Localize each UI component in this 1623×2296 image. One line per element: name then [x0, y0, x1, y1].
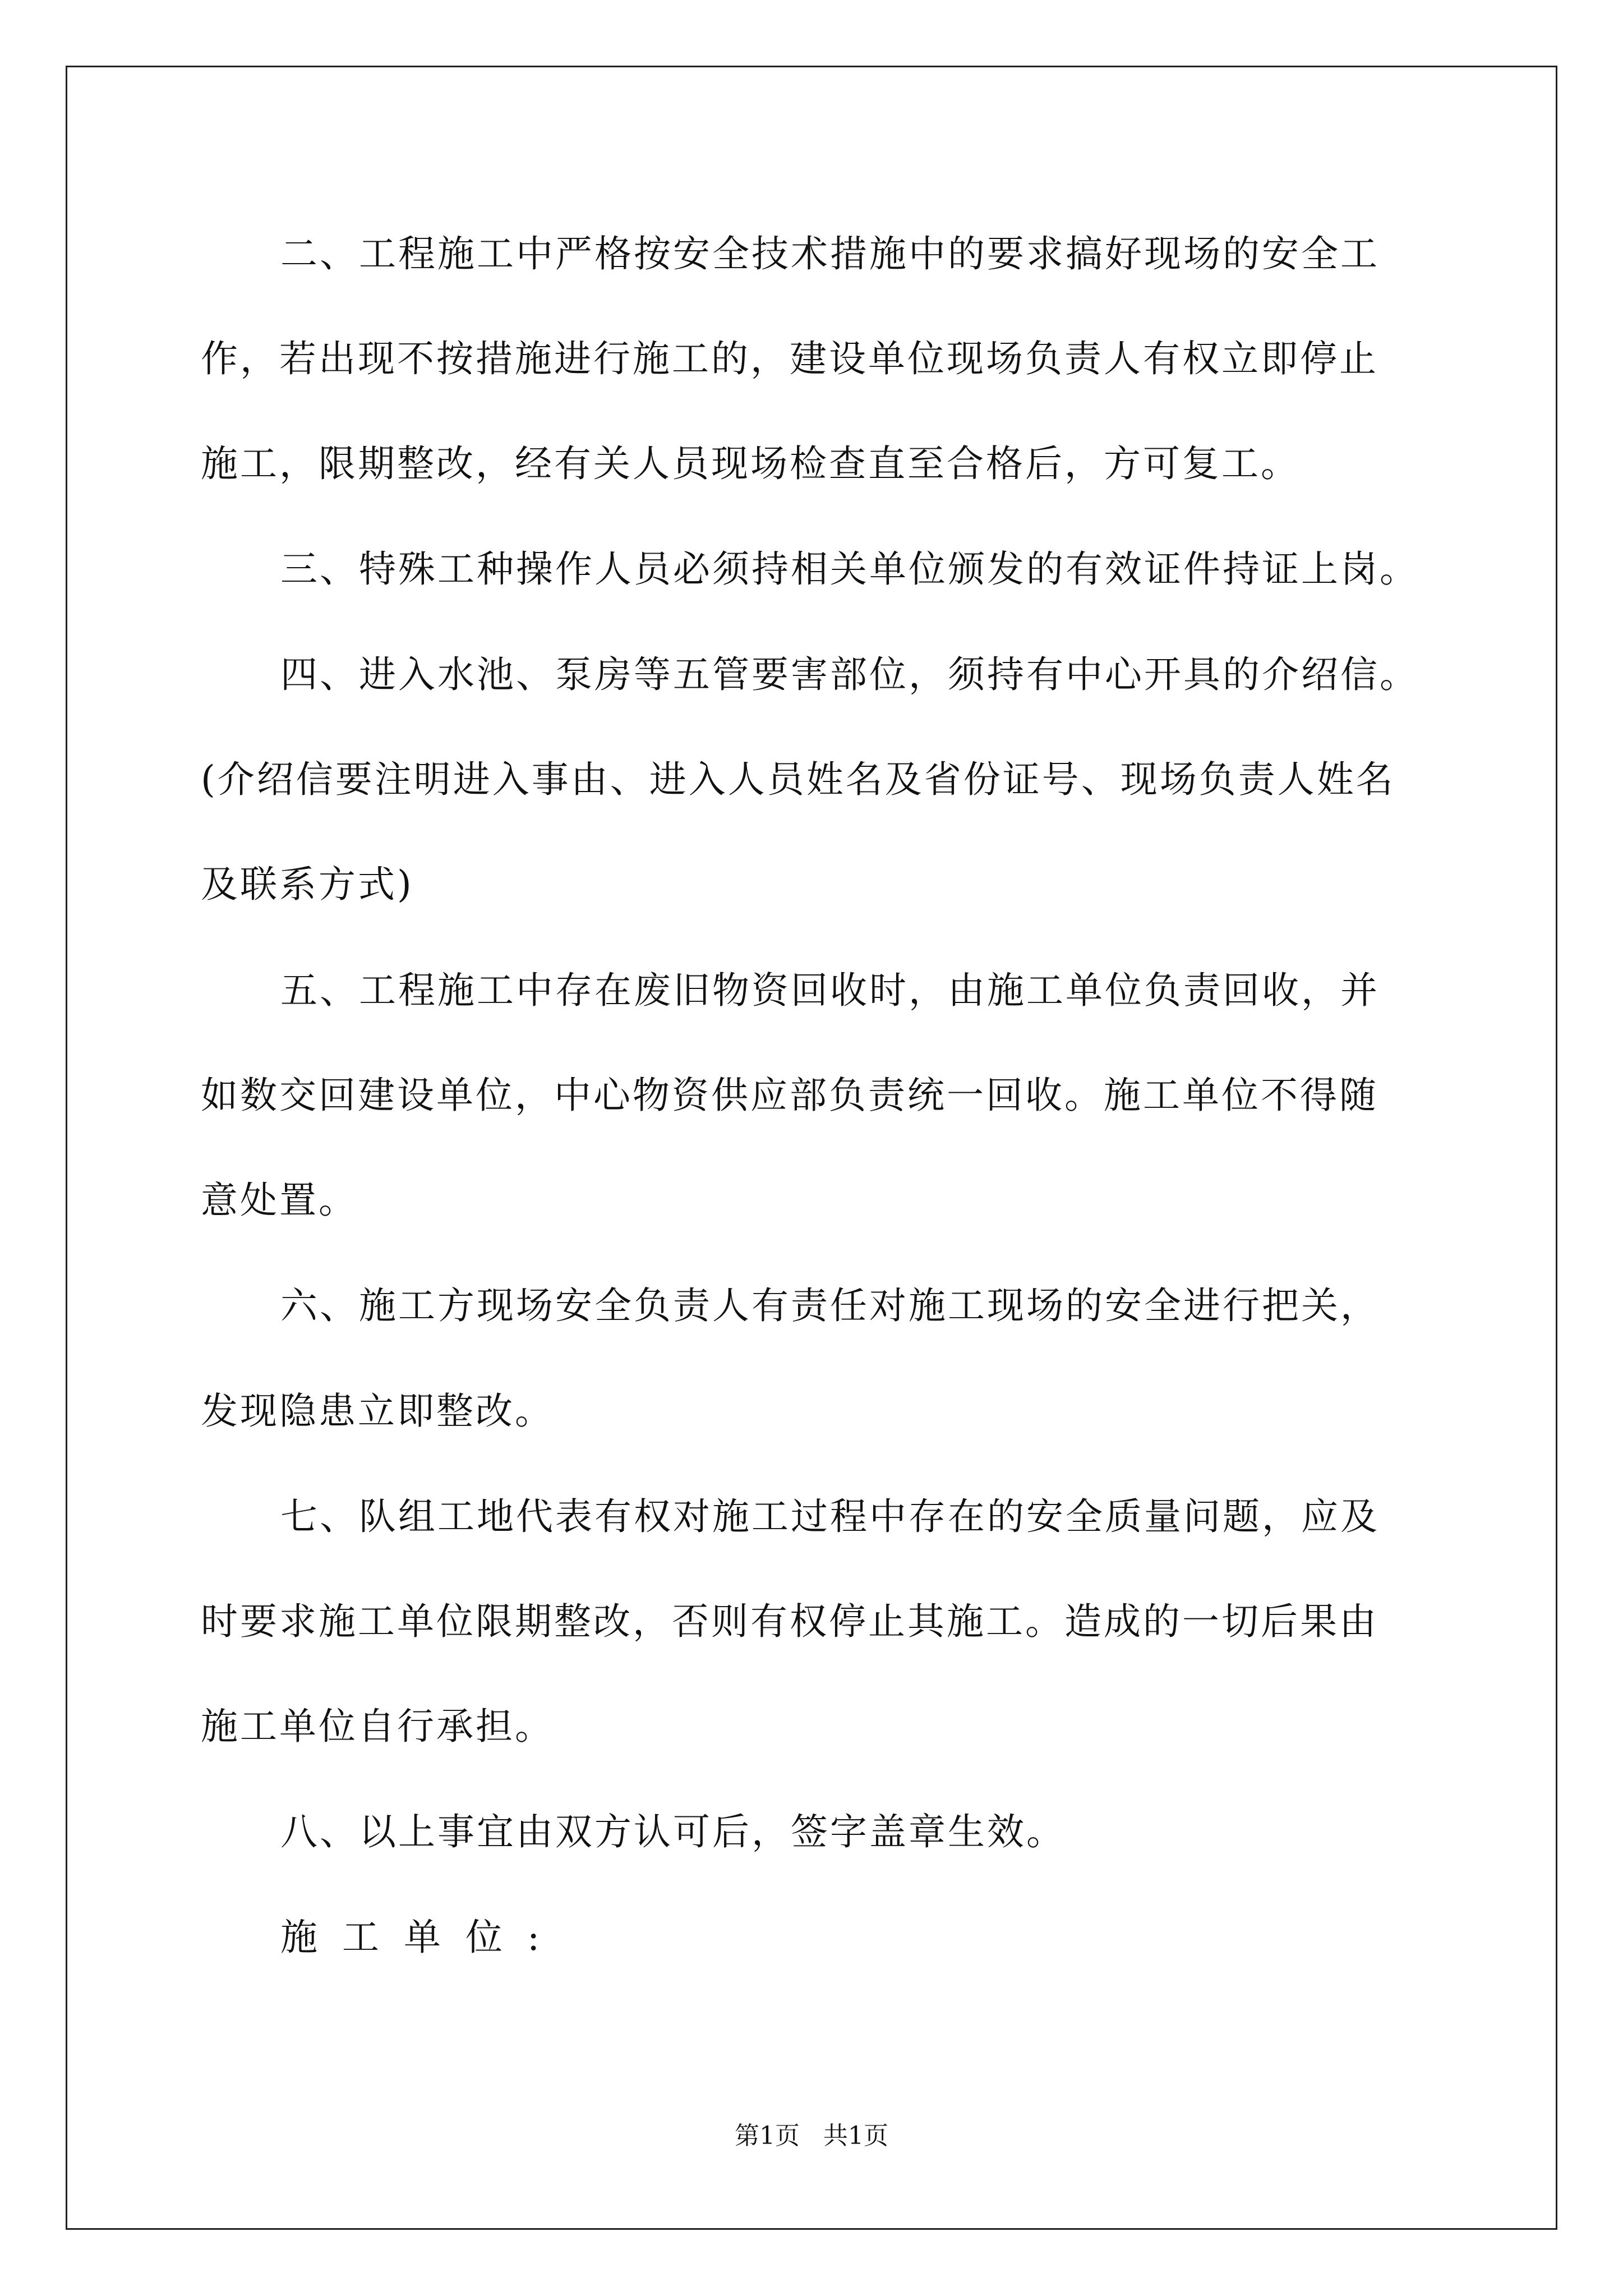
paragraph-7-line-2: 时要求施工单位限期整改，否则有权停止其施工。造成的一切后果由 [201, 1600, 1378, 1643]
paragraph-6-line-2: 发现隐患立即整改。 [201, 1389, 554, 1433]
paragraph-8-line-1: 八、以上事宜由双方认可后，签字盖章生效。 [280, 1810, 1066, 1853]
paragraph-7-line-3: 施工单位自行承担。 [201, 1705, 554, 1748]
paragraph-5-line-1: 五、工程施工中存在废旧物资回收时，由施工单位负责回收，并 [280, 969, 1380, 1012]
paragraph-3-line-1: 三、特殊工种操作人员必须持相关单位颁发的有效证件持证上岗。 [280, 547, 1419, 591]
page-border [66, 66, 1557, 2230]
page-footer: 第1页 共1页 [735, 2122, 888, 2150]
paragraph-2-line-1: 二、工程施工中严格按安全技术措施中的要求搞好现场的安全工 [280, 232, 1380, 275]
paragraph-2-line-2: 作，若出现不按措施进行施工的，建设单位现场负责人有权立即停止 [201, 337, 1378, 380]
paragraph-4-line-1: 四、进入水池、泵房等五管要害部位，须持有中心开具的介绍信。 [280, 653, 1419, 696]
paragraph-7-line-1: 七、队组工地代表有权对施工过程中存在的安全质量问题，应及 [280, 1495, 1380, 1538]
paragraph-4-line-3: 及联系方式) [201, 863, 414, 906]
paragraph-2-line-3: 施工，限期整改，经有关人员现场检查直至合格后，方可复工。 [201, 442, 1300, 485]
paragraph-5-line-2: 如数交回建设单位，中心物资供应部负责统一回收。施工单位不得随 [201, 1074, 1378, 1117]
paragraph-6-line-1: 六、施工方现场安全负责人有责任对施工现场的安全进行把关， [280, 1284, 1380, 1327]
signature-label-construction-unit: 施工单位: [280, 1916, 565, 1959]
paragraph-5-line-3: 意处置。 [201, 1179, 358, 1222]
paragraph-4-line-2: (介绍信要注明进入事由、进入人员姓名及省份证号、现场负责人姓名 [201, 758, 1395, 801]
